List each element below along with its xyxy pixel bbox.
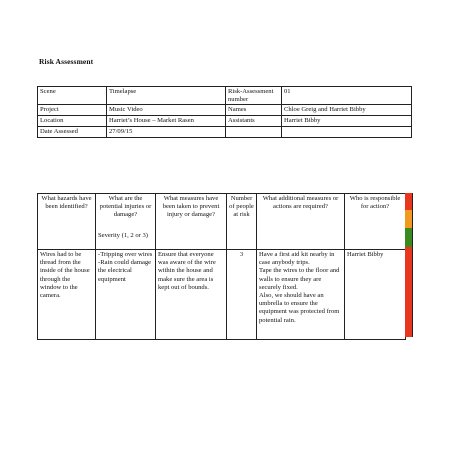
additional-item: Also, we should have an umbrella to ensure the equipment was protected from potential rain. [259, 292, 340, 324]
header-injuries-label: What are the potential injuries or damage? [99, 195, 152, 219]
info-label-location: Location [38, 116, 107, 127]
info-row [38, 105, 412, 116]
risk-row [38, 250, 406, 340]
info-table [37, 86, 412, 138]
info-value-location: Harriet’s House – Market Rasen [107, 116, 226, 127]
page-title: Risk Assessment [39, 57, 94, 66]
header-people: Number of people at risk [227, 194, 257, 250]
info-row [38, 116, 412, 127]
injury-item: -Rain could damage the electrical equipment [98, 259, 152, 283]
header-injuries [96, 194, 156, 250]
risk-key-red-row [405, 247, 413, 337]
risk-key-green [405, 228, 413, 247]
risk-key-orange [405, 210, 413, 228]
risk-key-red [405, 193, 413, 210]
info-value-project: Music Video [107, 105, 226, 116]
cell-injuries [96, 250, 156, 340]
info-value-risk-number: 01 [282, 87, 412, 105]
cell-measures: Ensure that everyone was aware of the wire within the house and make sure the area is kept out of bounds. [156, 250, 227, 340]
info-label-date: Date Assessed [38, 127, 107, 138]
header-additional: What additional measures or actions are required? [257, 194, 345, 250]
info-label-scene: Scene [38, 87, 107, 105]
cell-hazard: Wires had to be thread from the inside of the house through the window to the camera. [38, 250, 96, 340]
info-label-names: Names [226, 105, 282, 116]
info-value-date: 27/09/15 [107, 127, 226, 138]
info-row [38, 127, 412, 138]
cell-additional [257, 250, 345, 340]
injury-item: -Tripping over wires [98, 251, 153, 258]
info-label-assistants: Assistants [226, 116, 282, 127]
info-value-scene: Timelapse [107, 87, 226, 105]
risk-header-row [38, 194, 406, 250]
additional-item: Have a first aid kit nearby in case anybody trips. [259, 251, 335, 267]
info-empty-cell [282, 127, 412, 138]
header-severity: Severity (1, 2 or 3) [98, 231, 148, 239]
cell-people: 3 [227, 250, 257, 340]
header-measures: What measures have been taken to prevent injury or damage? [156, 194, 227, 250]
cell-responsible: Harriet Bibby [345, 250, 406, 340]
info-empty-cell [226, 127, 282, 138]
risk-colour-key [405, 193, 413, 337]
info-label-risk-number: Risk-Assessment number [226, 87, 282, 105]
header-responsible: Who is responsible for action? [345, 194, 406, 250]
header-hazards: What hazards have been identified? [38, 194, 96, 250]
info-label-project: Project [38, 105, 107, 116]
info-value-assistants: Harriet Bibby [282, 116, 412, 127]
info-row [38, 87, 412, 105]
additional-item: Tape the wires to the floor and walls to ensure they are securely fixed. [259, 267, 340, 291]
risk-table [37, 193, 406, 340]
info-value-names: Chloe Greig and Harriet Bibby [282, 105, 412, 116]
